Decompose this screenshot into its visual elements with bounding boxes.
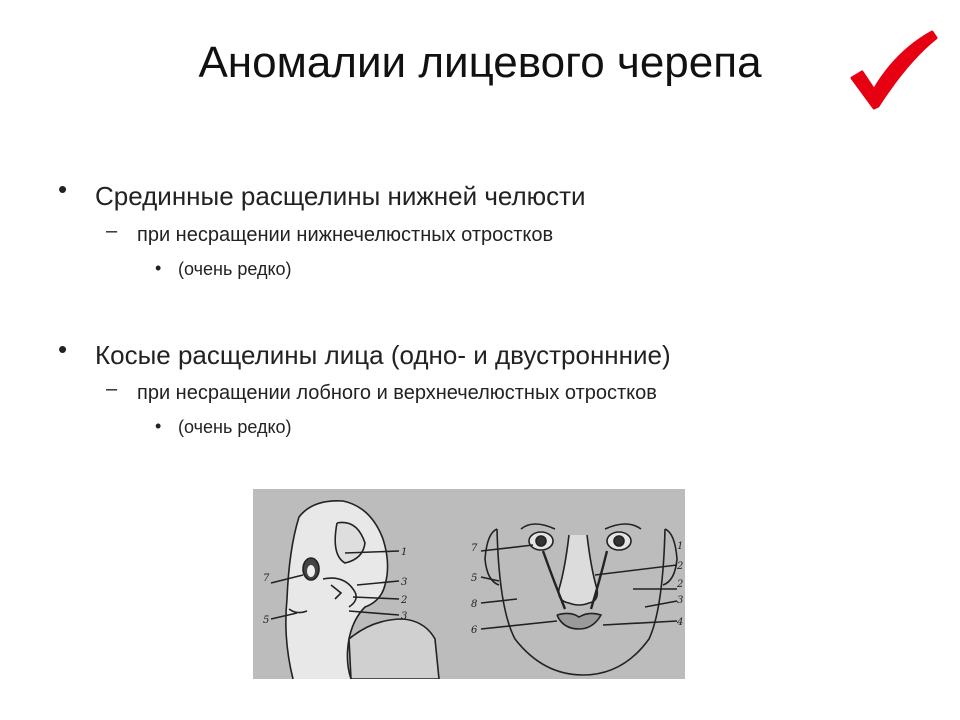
svg-text:1: 1 [401,547,408,558]
svg-text:2: 2 [677,561,684,572]
bullet-marker: • [58,334,68,364]
bullet-marker: • [155,258,162,278]
note-1: (очень редко) [178,259,292,279]
sub-item-2: при несращении лобного и верхнечелюстных отростков [137,382,657,404]
svg-text:1: 1 [677,541,684,552]
bullet-item-1: Срединные расщелины нижней челюсти [95,181,586,211]
bullet-marker: • [58,174,68,204]
note-2: (очень редко) [178,417,292,437]
svg-text:5: 5 [471,573,478,584]
red-checkmark-icon [848,30,938,110]
slide-title: Аномалии лицевого черепа [198,38,762,87]
svg-text:3: 3 [401,577,408,588]
facial-cleft-drawings [253,489,685,679]
anatomy-illustration [253,489,685,679]
svg-text:2: 2 [401,595,408,606]
svg-text:7: 7 [471,543,478,554]
dash-marker: – [106,378,118,400]
svg-text:5: 5 [263,615,270,626]
svg-text:7: 7 [263,573,270,584]
svg-text:4: 4 [677,617,684,628]
svg-text:3: 3 [401,611,408,622]
svg-text:2: 2 [677,579,684,590]
svg-text:3: 3 [677,595,684,606]
svg-text:6: 6 [471,625,478,636]
dash-marker: – [106,220,118,242]
bullet-item-2: Косые расщелины лица (одно- и двустроннние) [95,340,671,370]
sub-item-1: при несращении нижнечелюстных отростков [137,224,554,246]
bullet-marker: • [155,416,162,436]
svg-text:8: 8 [471,599,478,610]
